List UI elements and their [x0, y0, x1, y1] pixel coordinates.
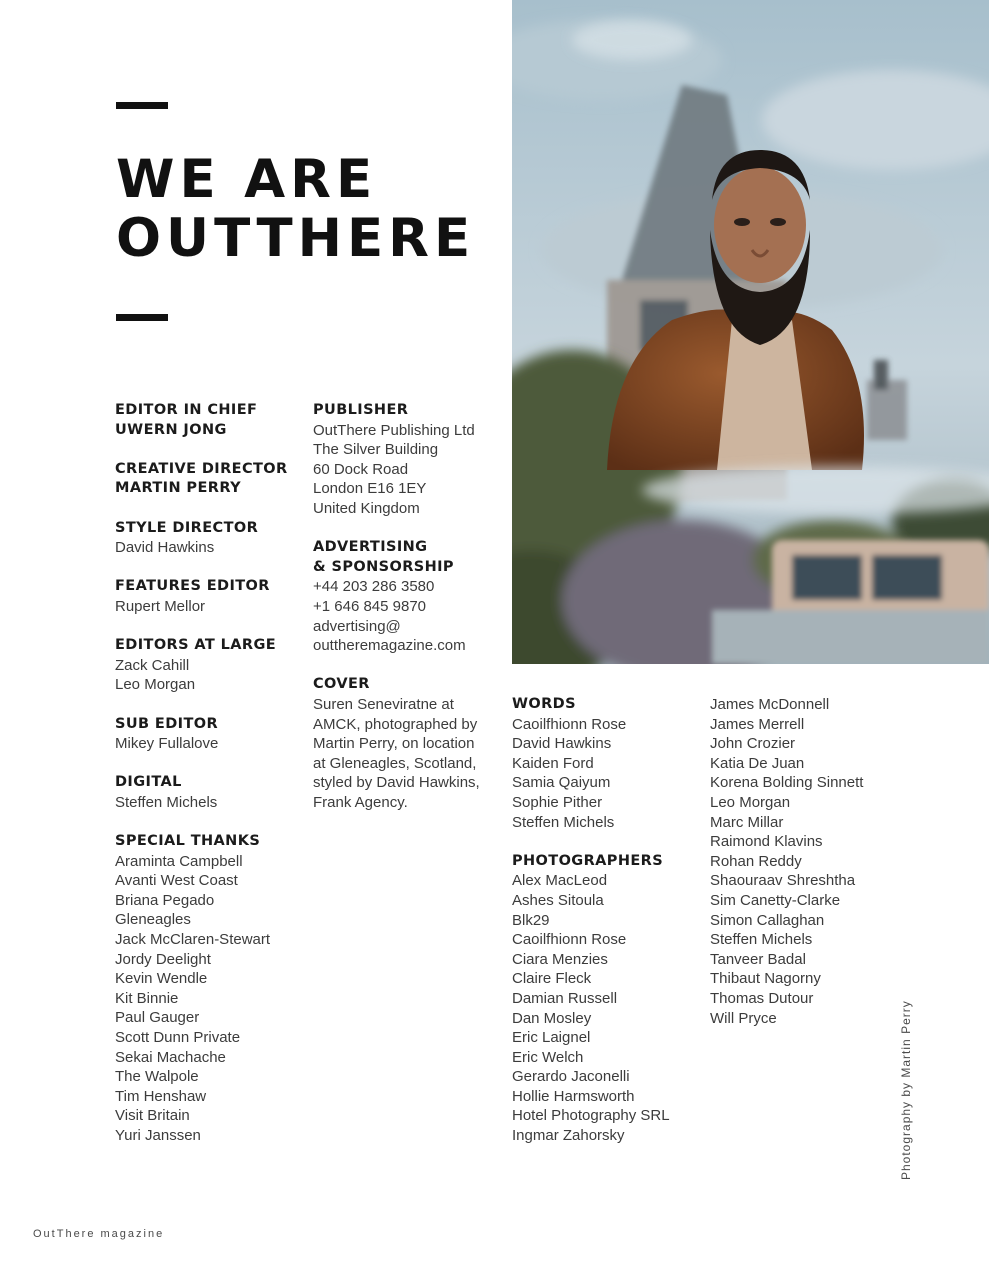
credit-line: Briana Pegado — [115, 891, 215, 909]
section-heading: DIGITAL — [115, 774, 182, 791]
credit-line: Frank Agency. — [313, 793, 408, 811]
credit-line: Simon Callaghan — [710, 911, 825, 929]
credit-section — [115, 519, 288, 558]
title-line-2: OUTTHERE — [116, 208, 476, 269]
credit-section — [115, 577, 288, 616]
credit-line: Caoilfhionn Rose — [512, 715, 627, 733]
credit-line: The Silver Building — [313, 441, 439, 459]
credit-line: Sim Canetty-Clarke — [710, 891, 841, 909]
credit-line: Leo Morgan — [710, 793, 791, 811]
credit-line: Araminta Campbell — [115, 852, 243, 870]
section-heading: STYLE DIRECTOR — [115, 519, 259, 536]
section-heading: FEATURES EDITOR — [115, 578, 270, 595]
credit-line: styled by David Hawkins, — [313, 774, 480, 792]
credit-section — [115, 401, 288, 440]
credit-line: Paul Gauger — [115, 1009, 200, 1027]
credit-line: Shaouraav Shreshtha — [710, 872, 856, 890]
section-heading: PHOTOGRAPHERS — [512, 852, 664, 869]
section-heading: MARTIN PERRY — [115, 480, 242, 497]
credit-line: Tim Henshaw — [115, 1087, 207, 1105]
credit-section — [313, 675, 480, 812]
credit-line: Tanveer Badal — [710, 950, 806, 968]
credit-line: Will Pryce — [710, 1009, 777, 1027]
section-heading: SPECIAL THANKS — [115, 833, 261, 850]
credit-line: +44 203 286 3580 — [313, 578, 435, 596]
credit-line: Thomas Dutour — [710, 989, 814, 1007]
page-title — [116, 150, 475, 268]
credit-line: advertising@ — [313, 617, 401, 635]
credit-line: Sophie Pither — [512, 793, 603, 811]
credit-line: Kaiden Ford — [512, 754, 594, 772]
section-heading: EDITOR IN CHIEF — [115, 402, 258, 418]
credit-line: Ciara Menzies — [512, 950, 608, 968]
credit-section — [512, 852, 670, 1146]
contributors-column-2 — [710, 695, 863, 1028]
credit-section — [313, 401, 480, 519]
credit-line: Leo Morgan — [115, 676, 196, 694]
credit-line: London E16 1EY — [313, 480, 427, 498]
credit-section — [115, 636, 288, 695]
credit-line: Avanti West Coast — [115, 872, 238, 890]
credit-section — [115, 460, 288, 499]
credit-line: Korena Bolding Sinnett — [710, 774, 864, 792]
credit-line: OutThere Publishing Ltd — [313, 421, 475, 439]
credit-line: +1 646 845 9870 — [313, 597, 427, 615]
credit-line: Scott Dunn Private — [115, 1029, 241, 1046]
credit-line: Zack Cahill — [115, 656, 190, 674]
credit-line: The Walpole — [115, 1068, 199, 1086]
credit-line: Hollie Harmsworth — [512, 1087, 635, 1105]
credit-line: AMCK, photographed by — [313, 715, 478, 733]
section-heading: & SPONSORSHIP — [313, 558, 454, 575]
credit-line: Suren Seneviratne at — [313, 695, 454, 713]
photo-credit: Photography by Martin Perry — [899, 1000, 913, 1180]
credit-line: Alex MacLeod — [512, 872, 608, 890]
staff-column-2 — [313, 401, 480, 812]
credit-line: Kit Binnie — [115, 989, 179, 1007]
section-heading: EDITORS AT LARGE — [115, 637, 277, 654]
credit-line: James Merrell — [710, 715, 805, 733]
section-heading: SUB EDITOR — [115, 715, 219, 732]
credit-line: Martin Perry, on location — [313, 735, 475, 753]
credit-section — [115, 715, 288, 754]
credit-line: Ashes Sitoula — [512, 891, 604, 909]
credit-line: Jack McClaren-Stewart — [115, 931, 271, 949]
cover-photo — [512, 0, 989, 664]
credit-line: Jordy Deelight — [115, 950, 211, 968]
credit-line: 60 Dock Road — [313, 460, 409, 478]
credit-line: outtheremagazine.com — [313, 637, 466, 655]
credit-section — [115, 832, 288, 1146]
credit-line: Visit Britain — [115, 1107, 190, 1125]
credit-line: Sekai Machache — [115, 1048, 226, 1066]
credit-line: James McDonnell — [710, 696, 830, 713]
credit-line: Steffen Michels — [710, 931, 813, 949]
credit-line: John Crozier — [710, 735, 796, 753]
section-heading: WORDS — [512, 696, 576, 712]
credit-line: Blk29 — [512, 911, 550, 929]
credit-line: Rohan Reddy — [710, 852, 802, 870]
credit-line: David Hawkins — [512, 735, 612, 753]
footer-label: OutThere magazine — [33, 1228, 165, 1240]
credit-line: Dan Mosley — [512, 1009, 592, 1027]
credit-line: at Gleneagles, Scotland, — [313, 754, 477, 772]
credit-line: Samia Qaiyum — [512, 774, 611, 792]
top-rule — [116, 102, 168, 109]
section-heading: UWERN JONG — [115, 421, 227, 438]
credit-line: Yuri Janssen — [115, 1126, 201, 1144]
credit-line: Eric Laignel — [512, 1029, 591, 1047]
credit-line: Gerardo Jaconelli — [512, 1068, 630, 1086]
credit-line: Rupert Mellor — [115, 597, 206, 615]
contributors-column-1 — [512, 695, 670, 1146]
credit-line: Caoilfhionn Rose — [512, 931, 627, 949]
credit-line: Gleneagles — [115, 911, 191, 929]
credit-line: Eric Welch — [512, 1048, 584, 1066]
title-line-1: WE ARE — [116, 149, 378, 210]
staff-column-1 — [115, 401, 288, 1146]
credit-line: David Hawkins — [115, 539, 215, 557]
credit-line: Damian Russell — [512, 989, 618, 1007]
credit-line: Steffen Michels — [115, 793, 218, 811]
credit-line: Raimond Klavins — [710, 833, 823, 851]
credit-line: Hotel Photography SRL — [512, 1107, 670, 1125]
section-heading: ADVERTISING — [313, 539, 428, 556]
section-heading: CREATIVE DIRECTOR — [115, 460, 288, 477]
credit-line: Mikey Fullalove — [115, 735, 219, 753]
credit-line: Katia De Juan — [710, 754, 805, 772]
credit-line: Steffen Michels — [512, 813, 615, 831]
credit-section — [115, 773, 288, 812]
credit-line: Thibaut Nagorny — [710, 970, 821, 988]
section-heading: PUBLISHER — [313, 402, 409, 418]
credit-section — [512, 695, 670, 832]
section-heading: COVER — [313, 676, 370, 693]
credit-line: Kevin Wendle — [115, 970, 208, 988]
credit-line: Ingmar Zahorsky — [512, 1127, 625, 1145]
credit-line: Claire Fleck — [512, 970, 592, 988]
credit-line: United Kingdom — [313, 499, 420, 517]
bottom-rule — [116, 314, 168, 321]
credit-line: Marc Millar — [710, 813, 784, 831]
credit-section — [313, 538, 480, 656]
credit-section — [710, 695, 863, 1028]
